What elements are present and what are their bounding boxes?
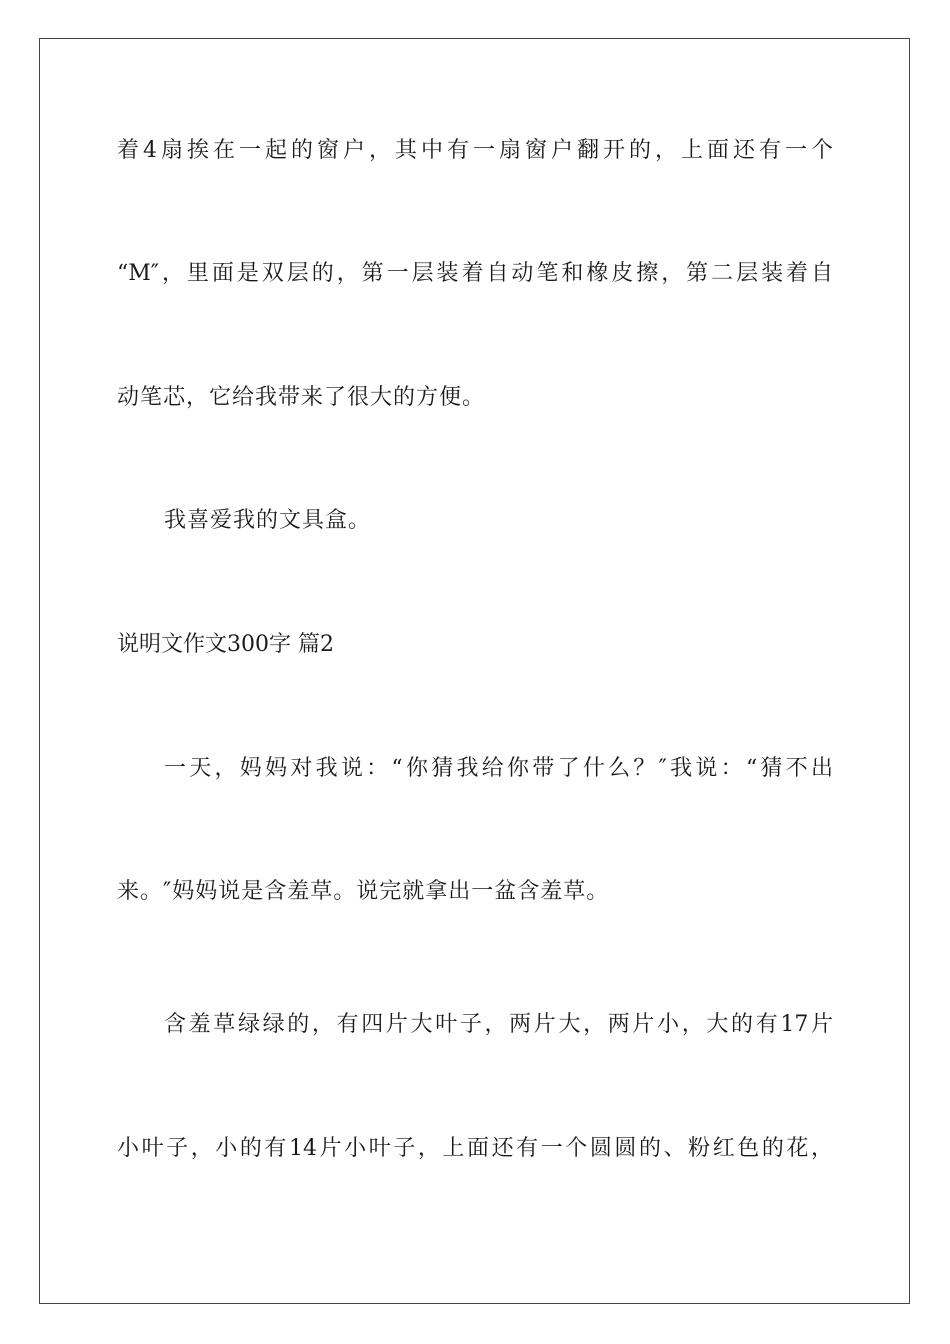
page-border [39,38,910,1304]
paragraph-line-6: 一天，妈妈对我说：“你猜我给你带了什么？″我说：“猜不出 [164,756,833,781]
paragraph-line-7: 来。″妈妈说是含羞草。说完就拿出一盆含羞草。 [117,879,610,904]
paragraph-line-2: “M″，里面是双层的，第一层装着自动笔和橡皮擦，第二层装着自 [117,261,833,286]
paragraph-line-9: 小叶子，小的有14片小叶子，上面还有一个圆圆的、粉红色的花， [117,1136,833,1161]
paragraph-line-3: 动笔芯，它给我带来了很大的方便。 [117,385,486,410]
section-heading: 说明文作文300字 篇2 [117,632,334,657]
paragraph-line-8: 含羞草绿绿的，有四片大叶子，两片大，两片小，大的有17片 [164,1012,833,1037]
paragraph-line-4: 我喜爱我的文具盒。 [164,508,372,533]
paragraph-line-1: 着4扇挨在一起的窗户，其中有一扇窗户翻开的，上面还有一个 [117,138,833,163]
